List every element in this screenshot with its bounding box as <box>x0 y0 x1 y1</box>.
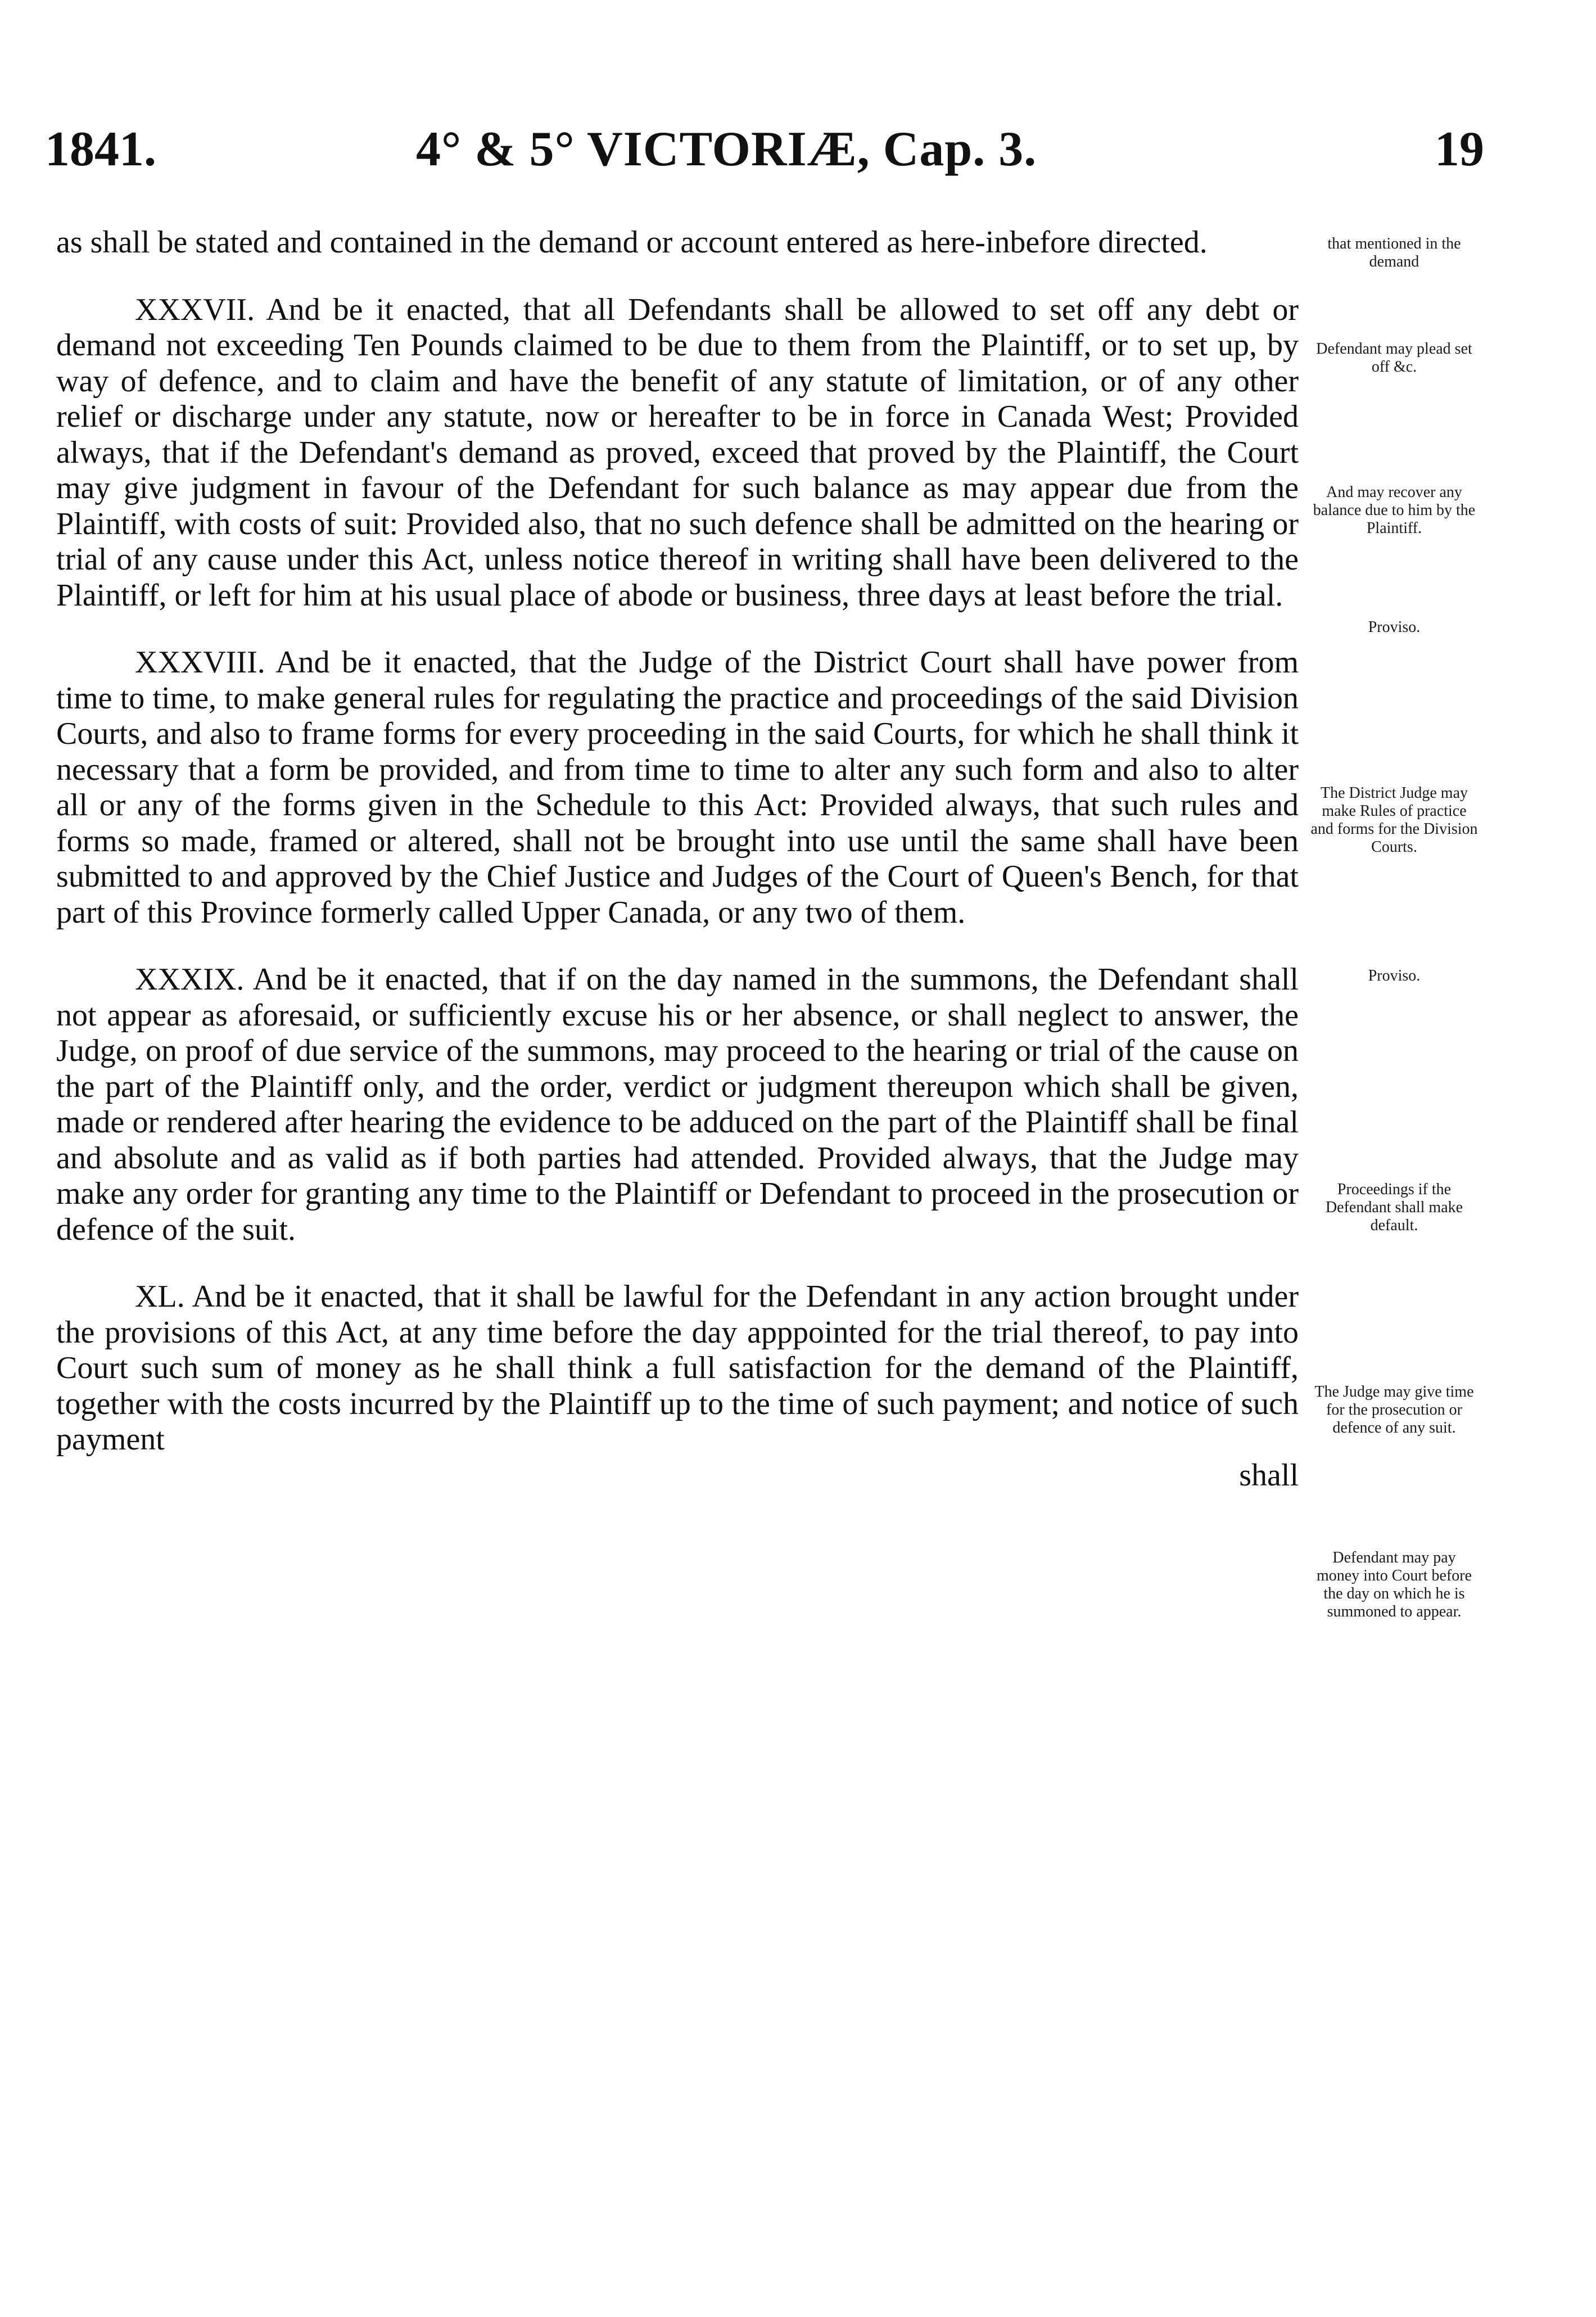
margin-note-pay-money: Defendant may pay money into Court before the day on which he is summoned to appear. <box>1316 1549 1472 1620</box>
header-title: 4° & 5° VICTORIÆ, Cap. 3. <box>416 122 1037 177</box>
margin-note-proviso-1: Proviso. <box>1368 618 1421 636</box>
section-xl: XL. And be it enacted, that it shall be lawful for the Defendant in any action brought under the provisions of this Act, at any time before the day apppointed for the trial thereof, to pay into Court such sum of money as he shall think a full satisfaction for the demand of the Plaintiff, together with the costs incurred by the Plaintiff up to the time of such payment; and notice of such payment <box>56 1279 1299 1457</box>
header-year: 1841. <box>45 122 156 177</box>
margin-note-give-time: The Judge may give time for the prosecution or defence of any suit. <box>1314 1383 1474 1437</box>
catchword: shall <box>1239 1457 1299 1493</box>
margin-note-recover-balance: And may recover any balance due to him by the Plaintiff. <box>1313 484 1476 537</box>
body-text <box>56 225 1299 1525</box>
section-xxxix: XXXIX. And be it enacted, that if on the day named in the summons, the Defendant shall not appear as aforesaid, or sufficiently excuse his or her absence, or shall neglect to answer, the Judge, on proof of due service of the summons, may proceed to the hearing or trial of the cause on the part of the Plaintiff only, and the order, verdict or judgment thereupon which shall be given, made or rendered after hearing the evidence to be adduced on the part of the Plaintiff shall be final and absolute and as valid as if both parties had attended. Provided always, that the Judge may make any order for granting any time to the Plaintiff or Defendant to proceed in the prosecution or defence of the suit. <box>56 962 1299 1247</box>
margin-note-demand: that mentioned in the demand <box>1327 235 1461 270</box>
page-number: 19 <box>1435 122 1484 177</box>
section-xxxvii: XXXVII. And be it enacted, that all Defendants shall be allowed to set off any debt or demand not exceeding Ten Pounds claimed to be due to them from the Plaintiff, or to set up, by way of defence, and to claim and have the benefit of any statute of limitation, or of any other relief or discharge under any statute, now or hereafter to be in force in Canada West; Provided always, that if the Defendant's demand as proved, exceed that proved by the Plaintiff, the Court may give judgment in favour of the Defendant for such balance as may appear due from the Plaintiff, with costs of suit: Provided also, that no such defence shall be admitted on the hearing or trial of any cause under this Act, unless notice thereof in writing shall have been delivered to the Plaintiff, or left for him at his usual place of abode or business, three days at least before the trial. <box>56 292 1299 613</box>
section-xxxviii: XXXVIII. And be it enacted, that the Judge of the District Court shall have power from time to time, to make general rules for regulating the practice and proceedings of the said Division Courts, and also to frame forms for every proceeding in the said Courts, for which he shall think it necessary that a form be provided, and from time to time to alter any such form and also to alter all or any of the forms given in the Schedule to this Act: Provided always, that such rules and forms so made, framed or altered, shall not be brought into use until the same shall have been submitted to and approved by the Chief Justice and Judges of the Court of Queen's Bench, for that part of this Province formerly called Upper Canada, or any two of them. <box>56 645 1299 930</box>
margin-note-set-off: Defendant may plead set off &c. <box>1316 340 1472 376</box>
margin-note-proviso-2: Proviso. <box>1368 967 1421 984</box>
page-header <box>45 121 1484 183</box>
paragraph-continued: as shall be stated and contained in the demand or account entered as here-inbefore directed. <box>56 225 1208 260</box>
margin-note-default: Proceedings if the Defendant shall make default. <box>1325 1181 1463 1234</box>
margin-note-district-rules: The District Judge may make Rules of practice and forms for the Division Courts. <box>1310 784 1478 856</box>
